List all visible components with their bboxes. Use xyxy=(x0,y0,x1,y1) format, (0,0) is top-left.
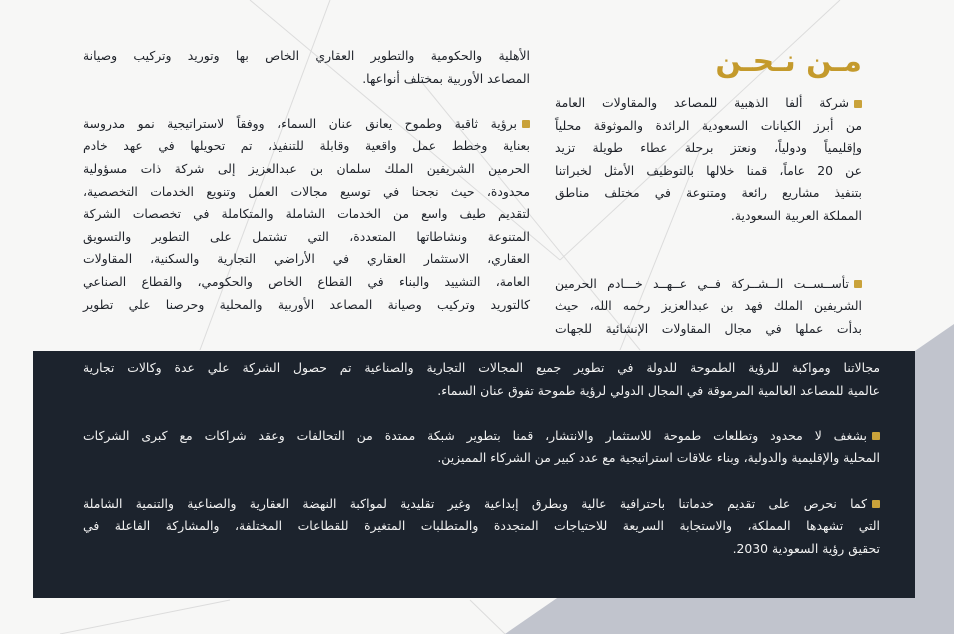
text-line: العقاري، الاستثمار العقاري في الأراضي التجارية والسكنية، المقاولات xyxy=(83,251,530,267)
text-line: محدودة، حيث نجحنا في توسيع مجالات العمل وتنويع الخدمات التخصصية، xyxy=(83,183,530,199)
left-column xyxy=(83,45,530,316)
text-line: مجالاتنا ومواكبة للرؤية الطموحة للدولة في تطوير جميع المجالات التجارية والصناعية تم حصول الشركة علي عدة وكالات تجارية xyxy=(83,360,880,375)
text-line: لتقديم طيف واسع من الخدمات الشاملة والمتكاملة في تخصصات الشركة xyxy=(83,206,530,222)
text-line: تأســســت الــشــركة فــي عــهــد خـــادم الحرمين xyxy=(555,275,849,291)
text-line: المحلية والإقليمية والدولية، وبناء علاقات استراتيجية مع عدد كبير من الشركاء المميزين. xyxy=(437,450,880,466)
dark-panel xyxy=(33,351,915,598)
paragraph-vision xyxy=(83,113,530,316)
paragraph-founding xyxy=(555,273,862,341)
text-line: المصاعد الأوربية بمختلف أنواعها. xyxy=(362,70,530,86)
text-line: بدأت عملها في مجال المقاولات الإنشائية للجهات xyxy=(555,320,862,336)
text-line: بعناية وخطط عمل واقعية وقابلة للتنفيذ، تم تحويلها في عهد خادم xyxy=(83,138,530,154)
text-line: شركة ألفا الذهبية للمصاعد والمقاولات العامة xyxy=(555,95,849,110)
text-line: تحقيق رؤية السعودية 2030. xyxy=(732,540,880,556)
right-column xyxy=(555,92,862,341)
text-line: وإقليمياً ودولياً، ونعتز برحلة عطاء طويلة تزيد xyxy=(555,140,862,156)
text-line: العامة، التشييد والبناء في القطاع الخاص والحكومي، والقطاع الصناعي xyxy=(83,273,530,289)
paragraph-partnerships xyxy=(83,425,880,470)
text-line: كما نحرص على تقديم خدماتنا باحترافية عالية وبطرق إبداعية وغير تقليدية لمواكبة النهضة العقارية والصناعية والتنمية الشاملة xyxy=(83,495,867,511)
text-line: كالتوريد وتركيب وصيانة المصاعد الأوربية والمحلية وحرصنا علي تطوير xyxy=(83,296,530,312)
text-line: برؤية ثاقبة وطموح يعانق عنان السماء، ووفقاً لاستراتيجية نمو مدروسة xyxy=(83,115,517,131)
text-line: بتنفيذ مشاريع رائعة ومتنوعة في مختلف مناطق xyxy=(555,185,862,201)
page-title: مـن نـحـن xyxy=(715,44,862,79)
text-line: الشريفين الملك فهد بن عبدالعزيز رحمه الله، حيث xyxy=(555,298,862,314)
dark-panel-text xyxy=(83,357,880,560)
text-line: عالمية للمصاعد العالمية المرموقة في المجال الدولي لرؤية طموحة تفوق عنان السماء. xyxy=(437,382,880,398)
paragraph-commitment xyxy=(83,493,880,561)
bullet-icon xyxy=(854,100,862,108)
text-line: المتنوعة ونشاطاتها المتعددة، التي تشتمل على التطوير والتسويق xyxy=(83,228,530,244)
text-line: الحرمين الشريفين الملك سلمان بن عبدالعزيز إلى شركة ذات مسؤولية xyxy=(83,160,530,176)
bullet-icon xyxy=(872,500,880,508)
text-line: المملكة العربية السعودية. xyxy=(730,207,862,223)
text-line: عن 20 عاماً، قمنا خلالها بالتوظيف الأمثل لخبراتنا xyxy=(555,162,862,178)
paragraph-intro xyxy=(555,92,862,228)
bullet-icon xyxy=(522,120,530,128)
text-line: من أبرز الكيانات السعودية الرائدة والموثوقة محلياً xyxy=(555,117,862,133)
bullet-icon xyxy=(872,432,880,440)
text-line: التي تشهدها المملكة، والاستجابة السريعة للاحتياجات المتجددة والمتطلبات المتغيرة للقطاعات المختلفة، والمشاركة الفاعلة في xyxy=(83,518,880,534)
text-line: الأهلية والحكومية والتطوير العقاري الخاص بها وتوريد وتركيب وصيانة xyxy=(83,48,530,63)
text-line: بشغف لا محدود وتطلعات طموحة للاستثمار والانتشار، قمنا بتطوير شبكة ممتدة من التحالفات وعقد شراكات مع كبرى الشركات xyxy=(83,427,867,443)
bullet-icon xyxy=(854,280,862,288)
